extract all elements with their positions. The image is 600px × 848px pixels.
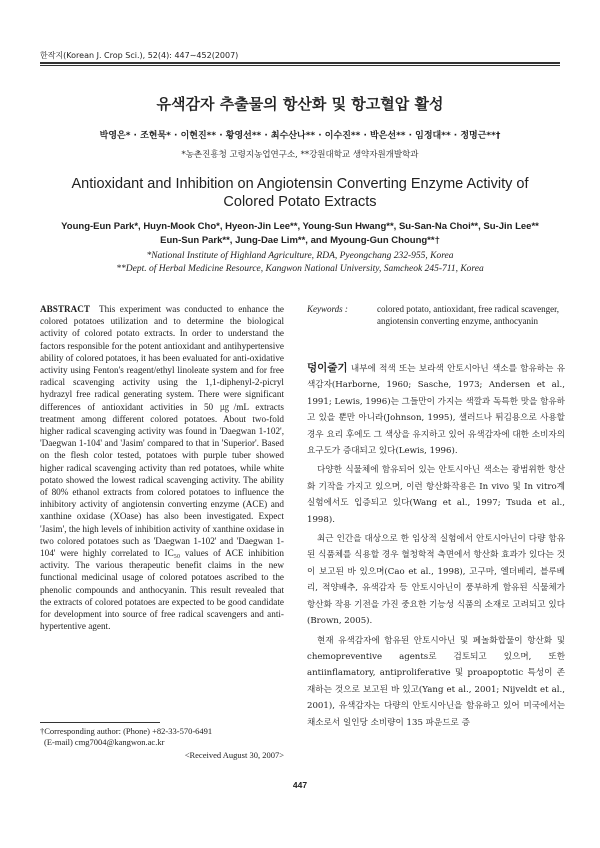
footnote bbox=[40, 726, 284, 748]
authors-korean: 박영은* · 조현묵* · 이현진** · 황영선** · 최수산나** · 이수진** · 박은선** · 임정대** · 정명근**† bbox=[99, 131, 501, 141]
journal-reference: 한작지(Korean J. Crop Sci.), 52(4): 447∼452(2007) bbox=[40, 51, 239, 60]
body-paragraph-2: 다양한 식물체에 함유되어 있는 안토시아닌 색소는 광범위한 항산화 기작을 가지고 있으며, 이런 항산화작용은 In vivo 및 In vitro계 실험에서도 입증되고 있다(Wang et al., 1997; Tsuda et al., 1998). bbox=[307, 465, 565, 525]
keywords-label: Keywords : bbox=[307, 304, 348, 314]
corresponding-author: †Corresponding author: (Phone) +82-33-570-6491 bbox=[40, 726, 213, 736]
affiliation-korean: *농촌진흥청 고령지농업연구소, **강원대학교 생약자원개발학과 bbox=[181, 150, 419, 160]
title-english bbox=[50, 175, 550, 211]
body-paragraph-1 bbox=[307, 360, 565, 459]
title-english-line1: Antioxidant and Inhibition on Angiotensin Converting Enzyme Activity of bbox=[71, 176, 529, 192]
abstract bbox=[40, 303, 284, 632]
body-paragraph-3: 최근 인간을 대상으로 한 임상적 실험에서 안토시아닌이 다량 함유된 식품체를 식용할 경우 혈청학적 측면에서 항산화 효과가 있다는 것이 보고된 바 있으며(Cao et al., 1998), 고구마, 엘더베리, 블루베리, 적양배추, 유색감자 등 안토시아닌이 풍부하게 함유된 식물체가 항산화 작용 기전을 가진 중요한 기능성 식품의 소재로 고려되고 있다(Brown, 2005). bbox=[307, 534, 565, 627]
affiliation-english bbox=[40, 250, 560, 276]
authors-english-line1: Young-Eun Park*, Huyn-Mook Cho*, Hyeon-Jin Lee**, Young-Sun Hwang**, Su-San-Na Choi**, Su-Jin Lee** bbox=[61, 221, 539, 232]
abstract-text: This experiment was conducted to enhance the colored potatoes utilization and to determine the biological activity of colored potato extracts. In order to understand the factors responsible for the potent antioxidant and antihypertensive ability of colored potatoes, it has been evaluated for anti-oxidative activity using Fenton's reagent/ethyl linoleate system and for free radical scavenging activity using the 1,1-diphenyl-2-picryl hydrazyl free radical generating system. There were significant differences of antioxidant activities in 50 ㎍/mL extracts treatment among different colored potatoes. About two-fold higher radical scavenging activity was found in 'Daegwan 1-102', 'Daegwan 1-104' and 'Jasim' compared to that in 'Superior'. Based on the flesh color tested, potatoes with purple tuber showed higher radical scavenging activity than red potatoes, while white potato showed the lowest radical scavenging activity. The ability of 80% ethanol extracts from colored potatoes to influence the inhibitory activity of angiotensin converting enzyme (ACE) and xanthine oxidase (XOase) has also been investigated. Expect 'Jasim', the high levels of inhibition activity of xanthine oxidase in two colored potatoes such as 'Daegwan 1-102' and 'Daegwan 1-104' were highly correlated to IC₅₀ values of ACE inhibition activity. The various therapeutic benefit claims in the new functional medicinal usage of colored potatoes ascribed to the phenolic compounds and anthocyanin. This result revealed that the extracts of colored potatoes are expected to be good candidate for development into source of free radical scavengers and anti-hypertentive agent. bbox=[40, 304, 285, 632]
body-paragraph-1-text: 내부에 적색 또는 보라색 안토시아닌 색소를 함유하는 유색감자(Harborne, 1960; Sasche, 1973; Andersen et al., 1991; Lewis, 1996)는 그들만이 가지는 색깔과 독특한 맛을 함유하고 있을 뿐만 아니라(Johnson, 1995), 샐러드나 튀김용으로 사용할 경우 요리 후에도 그 색상을 유지하고 있어 유색감자에 대한 소비자의 요구도가 증대되고 있다(Lewis, 1996). bbox=[307, 364, 565, 457]
header-rule-thin bbox=[40, 65, 560, 66]
affiliation-english-line1: *National Institute of Highland Agriculture, RDA, Pyeongchang 232-955, Korea bbox=[146, 251, 454, 261]
keywords-value: colored potato, antioxidant, free radical scavenger, angiotensin converting enzyme, anthocyanin bbox=[377, 304, 560, 326]
received-date: <Received August 30, 2007> bbox=[184, 750, 284, 760]
abstract-label: ABSTRACT bbox=[40, 304, 91, 314]
authors-english-line2: Eun-Sun Park**, Jung-Dae Lim**, and Myoung-Gun Choung**† bbox=[160, 235, 440, 246]
body-text bbox=[307, 360, 565, 734]
keywords bbox=[307, 303, 565, 327]
title-korean: 유색감자 추출물의 항산화 및 항고혈압 활성 bbox=[156, 95, 444, 113]
lead-word: 덩이줄기 bbox=[307, 362, 348, 374]
corresponding-email: (E-mail) cmg7004@kangwon.ac.kr bbox=[44, 737, 165, 747]
body-paragraph-4: 현재 유색감자에 함유된 안토시아닌 및 페놀화합물이 항산화 및 chemopreventive agents로 검토되고 있으며, 또한 antiinflamatory, antiproliferative 및 proapoptotic 특성이 존재하는 것으로 보고된 바 있고(Yang et al., 2001; Nijveldt et al., 2001), 유색감자는 다량의 안토시아닌을 함유하고 있어 미국에서는 채소로서 일인당 소비량이 135 파운드로 증 bbox=[307, 635, 565, 728]
affiliation-english-line2: **Dept. of Herbal Medicine Resource, Kangwon National University, Samcheok 245-711, Korea bbox=[116, 264, 484, 274]
footnote-rule bbox=[40, 722, 160, 723]
page-number: 447 bbox=[292, 780, 308, 790]
title-english-line2: Colored Potato Extracts bbox=[223, 194, 377, 210]
authors-english bbox=[40, 220, 560, 248]
header-rule bbox=[40, 62, 560, 64]
